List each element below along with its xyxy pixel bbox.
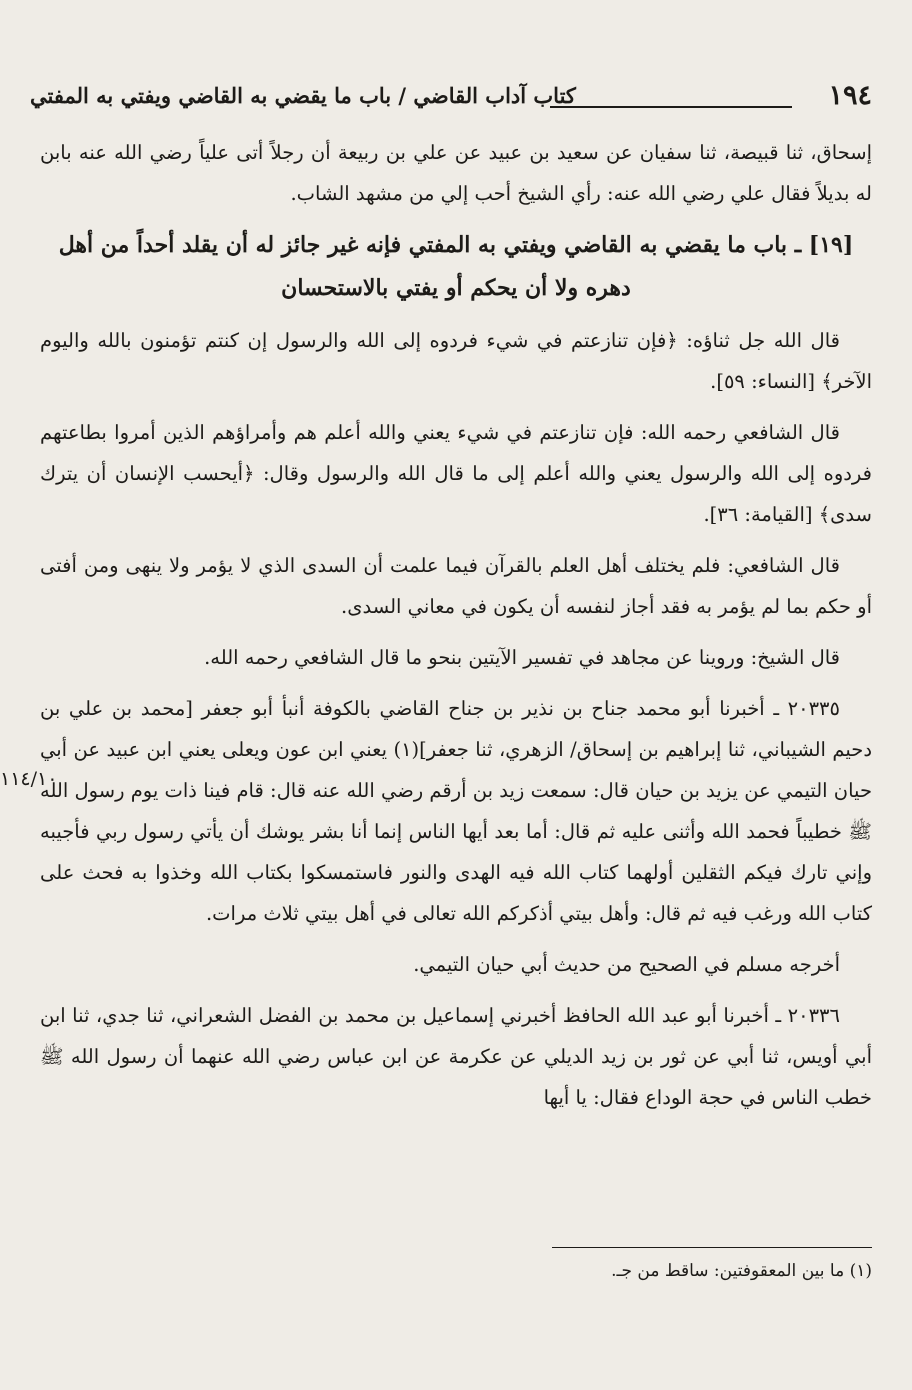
footnote-separator (552, 1247, 872, 1248)
hadith-text: أخبرنا أبو محمد جناح بن نذير بن جناح القاضي بالكوفة أنبأ أبو جعفر [محمد بن علي بن دحيم الشيباني، ثنا إبراهيم بن إسحاق/ الزهري، ثنا جعفر](١) يعني ابن عون ويعلى يعني ابن عبيد عن أبي حيان التيمي عن يزيد بن حيان قال: سمعت زيد بن أرقم رضي الله عنه قال: قام فينا ذات يوم رسول الله ﷺ خطيباً فحمد الله وأثنى عليه ثم قال: أما بعد أيها الناس إنما أنا بشر يوشك أن يأتي رسول ربي فأجيبه وإني تارك فيكم الثقلين أولهما كتاب الله فيه الهدى والنور فاستمسكوا بكتاب الله وخذوا به فحث على كتاب الله ورغب فيه ثم قال: وأهل بيتي أذكركم الله تعالى في أهل بيتي ثلاث مرات. (40, 697, 873, 925)
hadith-text: أخبرنا أبو عبد الله الحافظ أخبرني إسماعيل بن محمد بن الفضل الشعراني، ثنا جدي، ثنا ابن أبي أويس، ثنا أبي عن ثور بن زيد الديلي عن عكرمة عن ابن عباس رضي الله عنهما أن رسول الله ﷺ خطب الناس في حجة الوداع فقال: يا أيها (40, 1004, 872, 1109)
chapter-heading: [١٩] ـ باب ما يقضي به القاضي ويفتي به المفتي فإنه غير جائز له أن يقلد أحداً من أهل دهره ولا أن يحكم أو يفتي بالاستحسان (58, 232, 854, 301)
hadith-number: ٢٠٣٣٥ ـ (773, 697, 841, 720)
header-rule (550, 106, 792, 108)
paragraph-isnad-continuation: إسحاق، ثنا قبيصة، ثنا سفيان عن سعيد بن عبيد عن علي بن ربيعة أن رجلاً أتى علياً رضي الله عنه بابن له بديلاً فقال علي رضي الله عنه: رأي الشيخ أحب إلي من مشهد الشاب. (40, 141, 872, 205)
margin-volume-page-reference: ١١٤/١٠ (0, 768, 58, 790)
main-text (40, 132, 872, 1128)
paragraph-shafii-suda: قال الشافعي: فلم يختلف أهل العلم بالقرآن فيما علمت أن السدى الذي لا يؤمر ولا ينهى ومن أفتى أو حكم بما لم يؤمر به فقد أجاز لنفسه أن يكون في معاني السدى. (40, 554, 872, 618)
paragraph-shafii-commentary: قال الشافعي رحمه الله: فإن تنازعتم في شيء يعني والله أعلم هم وأمراؤهم الذين أمروا بطاعتهم فردوه إلى الله والرسول يعني والله أعلم إلى ما قال الله والرسول وقال: ﴿أيحسب الإنسان أن يترك سدى﴾ [القيامة: ٣٦]. (40, 421, 872, 526)
hadith-number: ٢٠٣٣٦ ـ (775, 1004, 840, 1027)
page-number: ١٩٤ (828, 80, 872, 111)
paragraph-shaykh-mujahid: قال الشيخ: وروينا عن مجاهد في تفسير الآيتين بنحو ما قال الشافعي رحمه الله. (204, 646, 840, 669)
paragraph-muslim-takhrij: أخرجه مسلم في الصحيح من حديث أبي حيان التيمي. (413, 953, 840, 976)
hadith-20336 (40, 995, 872, 1118)
hadith-20335 (40, 688, 872, 934)
page-header (30, 78, 872, 118)
running-title: كتاب آداب القاضي / باب ما يقضي به القاضي ويفتي به المفتي (30, 83, 576, 108)
footnote: (١) ما بين المعقوفتين: ساقط من جـ. (611, 1261, 872, 1281)
paragraph-quran-nisa: قال الله جل ثناؤه: ﴿فإن تنازعتم في شيء فردوه إلى الله والرسول إن كنتم تؤمنون بالله واليوم الآخر﴾ [النساء: ٥٩]. (40, 329, 872, 393)
